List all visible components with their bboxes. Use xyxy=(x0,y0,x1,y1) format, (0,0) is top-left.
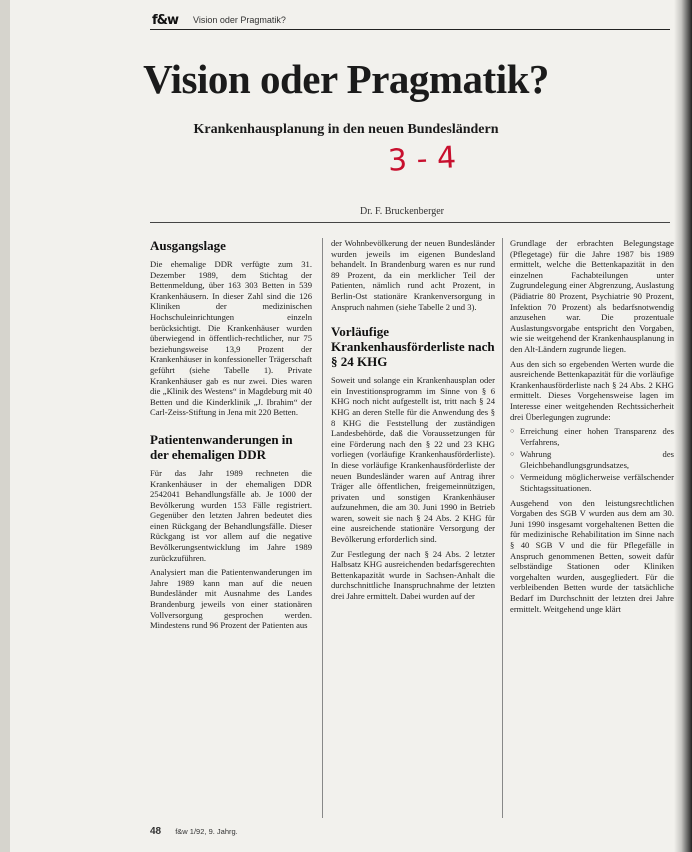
paragraph: Grundlage der erbrachten Belegungstage (Pflegetage) für die Jahre 1987 bis 1989 ermittelt, welche die Bettenkapazität in den einzelnen Fachabteilungen unter Zugrundelegung einer Abgrenzung, Auslastung (Pädiatrie 80 Prozent, Psychiatrie 90 Prozent, Infektion 70 Prozent) als bedarfsnotwendig anzusehen war. Die prozentuale Auslastungsvorgabe entspricht den Vorgaben, wie sie weitgehend der Krankenhausplanung in den Alt-Ländern zugrunde liegen. xyxy=(510,238,674,354)
paragraph: Analysiert man die Patientenwanderungen im Jahre 1989 kann man auf die neuen Bundesländer mit Ausnahme des Landes Brandenburg jeweils von einer stationären Vollversorgung gesprochen werden. Mindestens rund 96 Prozent der Patienten aus xyxy=(150,567,312,631)
article-subtitle: Krankenhausplanung in den neuen Bundesländern xyxy=(193,122,499,137)
handwritten-note: 3 - 4 xyxy=(387,140,457,179)
paragraph: Aus den sich so ergebenden Werten wurde die ausreichende Bettenkapazität für die vorläufige Krankenhausförderliste nach § 24 Abs. 2 KHG ermittelt. Dieses Vorgehensweise lagen im Interesse einer weitgehenden Rechtssicherheit drei Überlegungen zugrunde: xyxy=(510,358,674,422)
article-title: Vision oder Pragmatik? xyxy=(143,56,549,102)
paragraph: Für das Jahr 1989 rechneten die Krankenhäuser in der ehemaligen DDR 2542041 Behandlungsfälle ab. Je 1000 der Bevölkerung wurden 153 Fälle registriert. Gegenüber den letzten Jahren bedeutet dies einen Rückgang der Behandlungsfälle. Dieser Rückgang ist vor allem auf die negative Bevölkerungsentwicklung im Jahre 1989 zurückzuführen. xyxy=(150,467,312,563)
text-column-3 xyxy=(510,238,674,618)
issue-info: f&w 1/92, 9. Jahrg. xyxy=(175,827,238,836)
page-edge-shadow xyxy=(674,0,692,852)
running-header: Vision oder Pragmatik? xyxy=(193,15,286,25)
section-heading: Ausgangslage xyxy=(150,238,226,253)
paragraph: Ausgehend von den leistungsrechtlichen Vorgaben des SGB V wurden aus dem am 30. Juni 1990 insgesamt vorgehaltenen Betten die für medizinische Rehabilitation im Sinne nach § 40 SGB V und die für Pflegefälle in Anspruch genommenen Betten, soweit dafür selbständige Stationen oder Kliniken vorgehalten wurden, ausgegliedert. Für die verbleibenden Betten wurde der tatsächliche Bedarf im Durchschnitt der letzten drei Jahre ermittelt. Weitgehend unge klärt xyxy=(510,497,674,614)
list-item: ○ Erreichung einer hohen Transparenz des Verfahrens, xyxy=(510,426,674,447)
list-item: ○ Vermeidung möglicherweise verfälschender Stichtagssituationen. xyxy=(510,472,674,493)
article-author: Dr. F. Bruckenberger xyxy=(360,206,444,217)
page-footer xyxy=(150,826,238,837)
section-heading: Patientenwanderungen in der ehemaligen DDR xyxy=(150,431,293,462)
paragraph: Die ehemalige DDR verfügte zum 31. Dezember 1989, dem Stichtag der Bettenmeldung, über 163 303 Betten in 539 Krankenhäusern. In dieser Zahl sind die 126 Kliniken der medizinischen Hochschuleinrichtungen einzeln berücksichtigt. Die Krankenhäuser wurden überwiegend in öffentlich-rechtlicher, nur 75 beziehungsweise 13,9 Prozent der Krankenhäuser in konfessioneller Trägerschaft geführt (siehe Tabelle 1). Private Krankenhäuser gab es nur zwei. Dies waren die „Klinik des Westens“ in Magdeburg mit 40 Betten und die Kinderklinik „J. Ibrahim“ der Carl-Zeiss-Stiftung in Jena mit 220 Betten. xyxy=(150,259,312,418)
column-divider xyxy=(502,238,503,818)
bullet-list xyxy=(510,426,674,494)
column-divider xyxy=(322,238,323,818)
page-number: 48 xyxy=(150,826,162,837)
paragraph: der Wohnbevölkerung der neuen Bundesländer wurden jeweils im eigenen Bundesland behandelt. In Brandenburg waren es nur rund 89 Prozent, da ein merklicher Teil der Patienten, nämlich rund acht Prozent, in Berlin-Ost stationäre Krankenversorgung in Anspruch nahmen (siehe Tabelle 2 und 3). xyxy=(331,238,495,312)
list-item: ○ Wahrung des Gleichbehandlungsgrundsatzes, xyxy=(510,449,674,470)
section-heading: Vorläufige Krankenhausförderliste nach § 24 KHG xyxy=(331,324,495,370)
text-column-1 xyxy=(150,238,312,635)
paragraph: Soweit und solange ein Krankenhausplan oder ein Investitionsprogramm im Sinne von § 6 KHG noch nicht aufgestellt ist, tritt nach § 24 KHG an deren Stelle für die Anwendung des § 8 KHG die Feststellung der zuständigen Landesbehörde, daß die Voraussetzungen für eine Förderung nach den § 22 und 23 KHG vorliegen (vorläufige Krankenhausförderliste). In diese vorläufige Krankenhausförderliste der neuen Bundesländer waren auf Antrag ihrer Träger alle öffentlichen, freigemeinnützigen, privaten und sonstigen Krankenhäuser aufzunehmen, die am 30. Juni 1990 in Betrieb waren, soweit sie nach § 24 Abs. 2 KHG für eine ausreichende stationäre Versorgung der Bevölkerung erforderlich sind. xyxy=(331,375,495,545)
title-rule xyxy=(150,222,670,223)
text-column-2 xyxy=(331,238,495,606)
paragraph: Zur Festlegung der nach § 24 Abs. 2 letzter Halbsatz KHG ausreichenden bedarfsgerechten Bettenkapazität wurde in Sachsen-Anhalt die durchschnittliche Inanspruchnahme der letzten drei Jahre ermittelt. Dabei wurden auf der xyxy=(331,548,495,602)
journal-logo: f&w xyxy=(152,13,179,28)
